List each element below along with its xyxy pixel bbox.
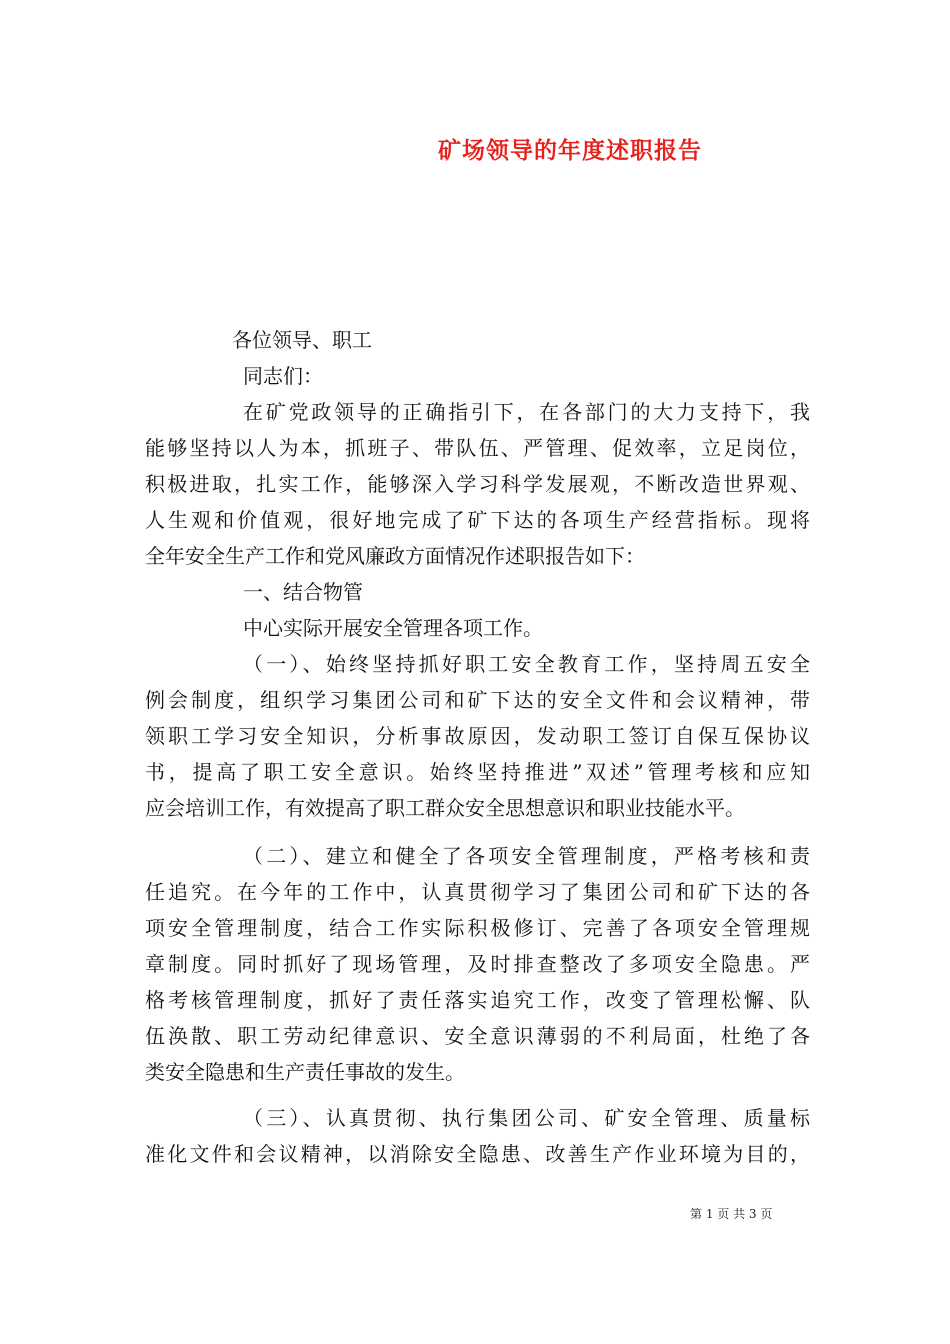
body-line: 积极进取，扎实工作，能够深入学习科学发展观，不断改造世界观、 <box>145 472 810 496</box>
salutation-line-1: 各位领导、职工 <box>232 328 372 352</box>
body-line: 人生观和价值观，很好地完成了矿下达的各项生产经营指标。现将 <box>145 508 810 532</box>
body-line: 应会培训工作，有效提高了职工群众安全思想意识和职业技能水平。 <box>145 796 745 820</box>
body-line: 领职工学习安全知识，分析事故原因，发动职工签订自保互保协议 <box>145 724 810 748</box>
body-line: 伍涣散、职工劳动纪律意识、安全意识薄弱的不利局面，杜绝了各 <box>145 1024 810 1048</box>
body-line: 格考核管理制度，抓好了责任落实追究工作，改变了管理松懈、队 <box>145 988 810 1012</box>
body-line: 项安全管理制度，结合工作实际积极修订、完善了各项安全管理规 <box>145 916 810 940</box>
body-line: 准化文件和会议精神，以消除安全隐患、改善生产作业环境为目的， <box>145 1142 810 1166</box>
body-line: 在矿党政领导的正确指引下，在各部门的大力支持下，我 <box>243 400 810 424</box>
body-line: （二）、建立和健全了各项安全管理制度，严格考核和责 <box>243 844 810 868</box>
body-line: 例会制度，组织学习集团公司和矿下达的安全文件和会议精神，带 <box>145 688 810 712</box>
body-line: 能够坚持以人为本，抓班子、带队伍、严管理、促效率，立足岗位， <box>145 436 810 460</box>
body-line: 任追究。在今年的工作中，认真贯彻学习了集团公司和矿下达的各 <box>145 880 810 904</box>
body-line: （三）、认真贯彻、执行集团公司、矿安全管理、质量标 <box>243 1106 810 1130</box>
body-line: 全年安全生产工作和党风廉政方面情况作述职报告如下： <box>145 544 645 568</box>
body-line: 中心实际开展安全管理各项工作。 <box>243 616 543 640</box>
body-line: 书，提高了职工安全意识。始终坚持推进”双述”管理考核和应知 <box>145 760 810 784</box>
page-number: 第 1 页 共 3 页 <box>690 1207 773 1221</box>
body-line: 类安全隐患和生产责任事故的发生。 <box>145 1060 465 1084</box>
document-title: 矿场领导的年度述职报告 <box>438 137 702 164</box>
body-line: （一）、始终坚持抓好职工安全教育工作，坚持周五安全 <box>243 652 810 676</box>
body-line: 章制度。同时抓好了现场管理，及时排查整改了多项安全隐患。严 <box>145 952 810 976</box>
section-heading: 一、结合物管 <box>243 580 363 604</box>
salutation-line-2: 同志们： <box>243 364 323 388</box>
